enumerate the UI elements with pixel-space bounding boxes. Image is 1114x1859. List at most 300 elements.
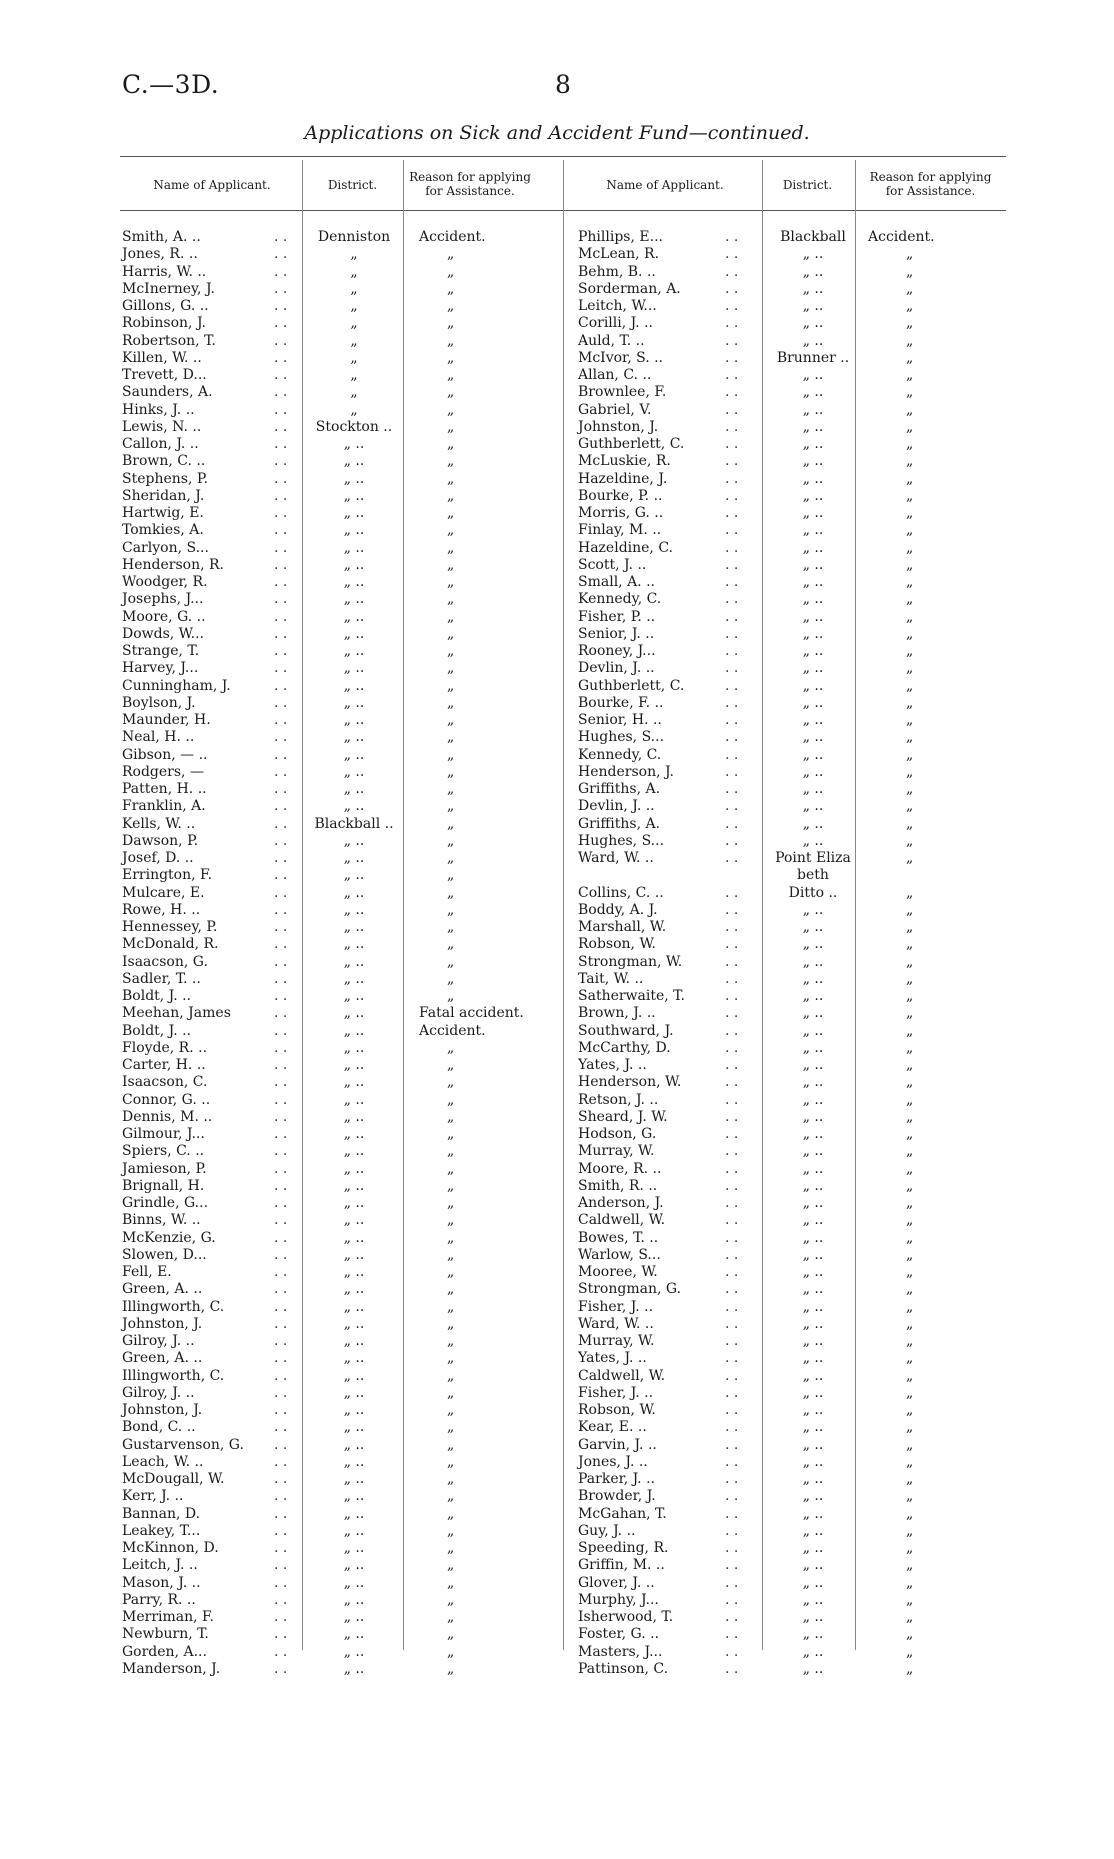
district-cell: „ .. <box>802 1195 824 1211</box>
district-cell: „ .. <box>802 418 824 435</box>
district-cell: „ .. <box>802 384 824 401</box>
table-row <box>578 1488 1018 1505</box>
applicant-name: Robinson, J. <box>122 315 206 332</box>
header-reason-line1: Reason for applying <box>869 170 992 184</box>
applicant-name: Isaacson, C. <box>122 1074 208 1091</box>
reason-cell: „ <box>447 781 455 797</box>
applicant-name: Strange, T. <box>122 643 200 659</box>
district-cell: „ .. <box>343 988 365 1004</box>
reason-cell: „ <box>906 798 914 815</box>
district-cell: „ .. <box>802 1057 824 1073</box>
leader-dots: . . <box>725 1540 739 1556</box>
table-row <box>578 1092 1018 1109</box>
table-row <box>122 609 562 626</box>
applicant-name: Saunders, A. <box>122 384 213 401</box>
reason-cell: „ <box>906 712 914 728</box>
reason-cell: „ <box>906 1264 914 1280</box>
applicant-name: McIvor, S. .. <box>578 349 663 366</box>
leader-dots: . . <box>274 1074 288 1091</box>
table-row <box>122 919 562 936</box>
applicant-name: Isherwood, T. <box>578 1609 674 1625</box>
table-row <box>122 1092 562 1109</box>
leader-dots: . . <box>725 591 739 608</box>
leader-dots: . . <box>274 1384 288 1401</box>
applicant-name: Satherwaite, T. <box>578 988 685 1004</box>
table-row <box>122 885 562 902</box>
district-cell: „ .. <box>343 1540 365 1556</box>
district-cell: „ .. <box>802 1557 824 1574</box>
district-cell: „ .. <box>343 1471 365 1487</box>
district-cell: „ .. <box>802 1229 824 1246</box>
district-cell: „ .. <box>343 677 365 694</box>
reason-cell: „ <box>906 539 914 556</box>
table-row <box>578 1299 1018 1316</box>
district-cell: „ .. <box>802 280 824 297</box>
reason-cell: „ <box>447 1315 455 1332</box>
leader-dots: . . <box>274 332 288 349</box>
applicant-name: Guy, J. .. <box>578 1522 636 1539</box>
table-row <box>578 1523 1018 1540</box>
district-cell: „ .. <box>343 1660 365 1677</box>
leader-dots: . . <box>725 832 739 849</box>
district-cell: „ .. <box>343 1108 365 1125</box>
district-cell: „ <box>350 401 358 418</box>
table-row <box>578 764 1018 781</box>
district-cell: „ .. <box>343 1264 365 1280</box>
applicant-name: Woodger, R. <box>122 574 208 590</box>
applicant-name: Smith, R. .. <box>578 1177 658 1194</box>
district-cell: „ .. <box>343 781 365 797</box>
table-row <box>578 1454 1018 1471</box>
district-cell: „ .. <box>343 1126 365 1142</box>
district-cell: „ .. <box>802 522 824 539</box>
table-row <box>122 574 562 591</box>
table-row <box>122 591 562 608</box>
table-row <box>578 1178 1018 1195</box>
leader-dots: . . <box>725 608 739 625</box>
applicant-name: Killen, W. .. <box>122 349 202 366</box>
table-row <box>122 1230 562 1247</box>
district-cell: „ .. <box>343 1333 365 1349</box>
table-row <box>578 1626 1018 1643</box>
table-row <box>578 781 1018 798</box>
leader-dots: . . <box>725 487 739 504</box>
table-row <box>122 281 562 298</box>
table-row <box>578 1592 1018 1609</box>
applicant-name: McGahan, T. <box>578 1505 667 1522</box>
applicant-name: Smith, A. .. <box>122 229 201 245</box>
table-row <box>122 798 562 815</box>
leader-dots: . . <box>725 522 739 539</box>
leader-dots: . . <box>274 936 288 953</box>
reason-cell: „ <box>447 349 455 366</box>
table-row <box>122 660 562 677</box>
applicant-name: Mulcare, E. <box>122 884 205 901</box>
leader-dots: . . <box>725 298 739 314</box>
district-cell: „ .. <box>802 1074 824 1091</box>
applicant-name: Harris, W. .. <box>122 263 207 280</box>
leader-dots: . . <box>274 1298 288 1315</box>
leader-dots: . . <box>274 850 288 866</box>
table-row <box>122 1040 562 1057</box>
reason-cell: „ <box>906 1315 914 1332</box>
table-row <box>578 954 1018 971</box>
district-cell: Ditto .. <box>788 884 838 901</box>
reason-cell: „ <box>906 1453 914 1470</box>
leader-dots: . . <box>725 1177 739 1194</box>
table-row <box>122 867 562 884</box>
leader-dots: . . <box>274 1591 288 1608</box>
reason-cell: „ <box>906 1419 914 1436</box>
reason-cell: „ <box>447 988 455 1004</box>
district-cell: „ .. <box>343 850 365 866</box>
table-row <box>578 1040 1018 1057</box>
district-cell: „ .. <box>802 1522 824 1539</box>
district-cell: „ .. <box>802 1609 824 1625</box>
district-cell: „ <box>350 367 358 383</box>
reason-cell: „ <box>906 574 914 590</box>
leader-dots: . . <box>274 1108 288 1125</box>
reason-cell: „ <box>447 1453 455 1470</box>
table-row <box>578 1540 1018 1557</box>
leader-dots: . . <box>274 832 288 849</box>
leader-dots: . . <box>274 1039 288 1056</box>
reason-cell: „ <box>447 694 455 711</box>
applicant-name: Leitch, W... <box>578 298 657 314</box>
table-row <box>122 936 562 953</box>
table-row <box>122 333 562 350</box>
reason-cell: „ <box>447 1384 455 1401</box>
reason-cell: „ <box>906 1074 914 1091</box>
reason-cell: „ <box>906 901 914 918</box>
leader-dots: . . <box>274 815 288 832</box>
district-cell: „ .. <box>802 1315 824 1332</box>
applicant-name: Dennis, M. .. <box>122 1108 213 1125</box>
reason-cell: „ <box>447 1350 455 1367</box>
table-row <box>122 1057 562 1074</box>
reason-cell: Accident. <box>419 1022 486 1039</box>
district-cell: „ .. <box>343 1436 365 1453</box>
reason-cell: „ <box>447 1660 455 1677</box>
table-row <box>578 315 1018 332</box>
reason-cell: „ <box>906 436 914 452</box>
header-reason-line2: for Assistance. <box>885 184 976 198</box>
reason-cell: „ <box>906 936 914 953</box>
reason-cell: „ <box>906 1091 914 1108</box>
table-row <box>578 1557 1018 1574</box>
reason-cell: „ <box>447 1108 455 1125</box>
applicant-name: Parker, J. .. <box>578 1471 655 1487</box>
table-row <box>578 867 1018 884</box>
table-row <box>122 471 562 488</box>
applicant-name: Jones, J. .. <box>578 1453 648 1470</box>
reason-cell: „ <box>906 298 914 314</box>
applicant-name: Dawson, P. <box>122 832 199 849</box>
district-cell: „ .. <box>802 470 824 487</box>
table-row <box>122 1523 562 1540</box>
district-cell: „ .. <box>343 712 365 728</box>
leader-dots: . . <box>274 1212 288 1229</box>
reason-cell: „ <box>906 1384 914 1401</box>
leader-dots: . . <box>725 988 739 1004</box>
applicant-name: Senior, J. .. <box>578 625 655 642</box>
district-cell: „ .. <box>343 522 365 539</box>
table-row <box>122 1661 562 1678</box>
applicant-name: Behm, B. .. <box>578 263 656 280</box>
table-row <box>578 1023 1018 1040</box>
table-row <box>578 246 1018 263</box>
applicant-name: Parry, R. .. <box>122 1591 196 1608</box>
reason-cell: „ <box>447 505 455 521</box>
district-cell: „ .. <box>343 1057 365 1073</box>
district-cell: „ .. <box>802 298 824 314</box>
applicant-name: Griffin, M. .. <box>578 1557 665 1574</box>
leader-dots: . . <box>725 1384 739 1401</box>
reason-cell: Accident. <box>419 229 486 245</box>
applicant-name: Isaacson, G. <box>122 953 208 970</box>
reason-cell: „ <box>447 367 455 383</box>
table-row <box>578 350 1018 367</box>
leader-dots: . . <box>274 677 288 694</box>
column-divider <box>563 160 564 1650</box>
reason-cell: „ <box>906 953 914 970</box>
applicant-name: Bourke, P. .. <box>578 487 663 504</box>
leader-dots: . . <box>274 1574 288 1591</box>
applicant-name: Robson, W. <box>578 1402 656 1418</box>
district-cell: „ .. <box>802 643 824 659</box>
table-row <box>578 747 1018 764</box>
reason-cell: „ <box>447 919 455 935</box>
district-cell: „ .. <box>802 712 824 728</box>
leader-dots: . . <box>274 1540 288 1556</box>
applicant-name: Hughes, S... <box>578 729 665 746</box>
reason-cell: „ <box>906 1160 914 1177</box>
leader-dots: . . <box>274 349 288 366</box>
leader-dots: . . <box>274 280 288 297</box>
district-cell: „ .. <box>343 1091 365 1108</box>
table-row <box>578 488 1018 505</box>
district-cell: „ .. <box>802 1626 824 1643</box>
district-cell: „ .. <box>802 694 824 711</box>
table-row <box>122 522 562 539</box>
reason-cell: „ <box>906 832 914 849</box>
reason-cell: „ <box>447 729 455 746</box>
applicant-name: Speeding, R. <box>578 1540 669 1556</box>
district-cell: „ .. <box>802 815 824 832</box>
reason-cell: „ <box>447 953 455 970</box>
leader-dots: . . <box>274 384 288 401</box>
applicant-name: Maunder, H. <box>122 712 211 728</box>
district-cell: „ .. <box>802 539 824 556</box>
table-row <box>578 678 1018 695</box>
leader-dots: . . <box>725 505 739 521</box>
table-row <box>578 798 1018 815</box>
table-row <box>122 1299 562 1316</box>
applicant-name: Fisher, J. .. <box>578 1298 654 1315</box>
leader-dots: . . <box>725 349 739 366</box>
leader-dots: . . <box>274 1005 288 1022</box>
applicant-name: Sheridan, J. <box>122 487 205 504</box>
reason-cell: „ <box>447 1436 455 1453</box>
leader-dots: . . <box>725 1057 739 1073</box>
reason-cell: „ <box>447 1522 455 1539</box>
reason-cell: „ <box>447 677 455 694</box>
table-row <box>122 1626 562 1643</box>
district-cell: „ .. <box>802 625 824 642</box>
reason-cell: „ <box>906 1057 914 1073</box>
reason-cell: „ <box>447 746 455 763</box>
table-row <box>578 643 1018 660</box>
applicant-name: Green, A. .. <box>122 1350 203 1367</box>
table-row <box>578 1575 1018 1592</box>
leader-dots: . . <box>274 418 288 435</box>
reason-cell: „ <box>447 884 455 901</box>
applicant-name: Yates, J. .. <box>578 1057 647 1073</box>
table-row <box>578 1074 1018 1091</box>
table-row <box>122 971 562 988</box>
district-cell: „ .. <box>802 1212 824 1229</box>
leader-dots: . . <box>725 746 739 763</box>
reason-cell: „ <box>447 1609 455 1625</box>
applicant-name: Foster, G. .. <box>578 1626 660 1643</box>
header-reason-right <box>858 170 1003 198</box>
district-cell: „ .. <box>343 505 365 521</box>
applicant-name: McLuskie, R. <box>578 453 671 470</box>
district-cell: „ .. <box>343 660 365 677</box>
reason-cell: „ <box>906 729 914 746</box>
table-row <box>122 833 562 850</box>
table-row <box>122 643 562 660</box>
leader-dots: . . <box>274 625 288 642</box>
district-cell: „ .. <box>802 1022 824 1039</box>
reason-cell: „ <box>906 1022 914 1039</box>
leader-dots: . . <box>725 643 739 659</box>
reason-cell: „ <box>447 970 455 987</box>
leader-dots: . . <box>274 1246 288 1263</box>
page-number: 8 <box>555 70 571 99</box>
district-cell: „ .. <box>802 263 824 280</box>
leader-dots: . . <box>274 470 288 487</box>
reason-cell: „ <box>906 1436 914 1453</box>
applicant-name: Gorden, A... <box>122 1643 207 1660</box>
district-cell: „ .. <box>802 1402 824 1418</box>
applicant-name: Browder, J. <box>578 1488 656 1505</box>
applicant-name: Lewis, N. .. <box>122 418 202 435</box>
reason-cell: „ <box>447 763 455 780</box>
table-row <box>122 419 562 436</box>
leader-dots: . . <box>725 694 739 711</box>
reason-cell: „ <box>447 1246 455 1263</box>
reason-cell: „ <box>906 1471 914 1487</box>
leader-dots: . . <box>725 1091 739 1108</box>
header-reason-line2: for Assistance. <box>425 184 515 198</box>
table-row <box>578 1437 1018 1454</box>
reason-cell: „ <box>447 401 455 418</box>
reason-cell: „ <box>447 1039 455 1056</box>
district-cell: „ .. <box>802 970 824 987</box>
leader-dots: . . <box>725 936 739 953</box>
applicant-name: Anderson, J. <box>578 1195 664 1211</box>
table-row <box>578 298 1018 315</box>
leader-dots: . . <box>274 1281 288 1298</box>
reason-cell: „ <box>447 1626 455 1643</box>
leader-dots: . . <box>725 556 739 573</box>
reason-cell: „ <box>906 1609 914 1625</box>
table-row <box>578 1264 1018 1281</box>
applicant-name: Jones, R. .. <box>122 246 198 263</box>
reason-cell: „ <box>906 660 914 677</box>
reason-cell: „ <box>447 832 455 849</box>
reason-cell: „ <box>447 1057 455 1073</box>
applicant-name: Retson, J. .. <box>578 1091 659 1108</box>
leader-dots: . . <box>274 1229 288 1246</box>
leader-dots: . . <box>725 1333 739 1349</box>
leader-dots: . . <box>725 625 739 642</box>
reason-cell: „ <box>447 1160 455 1177</box>
district-cell: „ .. <box>802 763 824 780</box>
reason-cell: „ <box>447 712 455 728</box>
table-row <box>122 1644 562 1661</box>
reason-cell: „ <box>447 539 455 556</box>
district-cell: Blackball .. <box>314 815 394 832</box>
applicant-name: Hennessey, P. <box>122 919 218 935</box>
leader-dots: . . <box>725 453 739 470</box>
applicant-name: Hartwig, E. <box>122 505 204 521</box>
reason-cell: „ <box>447 1126 455 1142</box>
reason-cell: „ <box>906 1195 914 1211</box>
leader-dots: . . <box>725 781 739 797</box>
leader-dots: . . <box>274 1315 288 1332</box>
reason-cell: „ <box>906 1298 914 1315</box>
leader-dots: . . <box>725 1005 739 1022</box>
table-row <box>578 591 1018 608</box>
reason-cell: „ <box>906 1143 914 1160</box>
applicant-name: Southward, J. <box>578 1022 674 1039</box>
reason-cell: „ <box>906 1402 914 1418</box>
applicant-name: Connor, G. .. <box>122 1091 211 1108</box>
table-row <box>122 402 562 419</box>
district-cell: „ .. <box>802 367 824 383</box>
district-cell: „ .. <box>802 1505 824 1522</box>
reason-cell: „ <box>447 815 455 832</box>
leader-dots: . . <box>274 1557 288 1574</box>
reason-cell: „ <box>447 1643 455 1660</box>
leader-dots: . . <box>725 280 739 297</box>
applicant-name: Strongman, G. <box>578 1281 681 1298</box>
district-cell: „ .. <box>802 660 824 677</box>
district-cell: „ .. <box>343 608 365 625</box>
reason-cell: „ <box>906 1246 914 1263</box>
reason-cell: „ <box>906 487 914 504</box>
applicant-name: Brownlee, F. <box>578 384 667 401</box>
district-cell: „ .. <box>343 1453 365 1470</box>
reason-cell: „ <box>447 384 455 401</box>
table-row <box>578 1661 1018 1678</box>
district-cell: „ .. <box>343 574 365 590</box>
table-row <box>122 1368 562 1385</box>
leader-dots: . . <box>725 1471 739 1487</box>
district-cell: „ .. <box>343 1022 365 1039</box>
district-cell: „ .. <box>343 1419 365 1436</box>
table-row <box>122 1023 562 1040</box>
table-row <box>578 1126 1018 1143</box>
reason-cell: „ <box>447 1212 455 1229</box>
district-cell: „ <box>350 280 358 297</box>
leader-dots: . . <box>725 1557 739 1574</box>
district-cell: „ .. <box>343 832 365 849</box>
reason-cell: „ <box>906 315 914 332</box>
district-cell: „ .. <box>802 401 824 418</box>
